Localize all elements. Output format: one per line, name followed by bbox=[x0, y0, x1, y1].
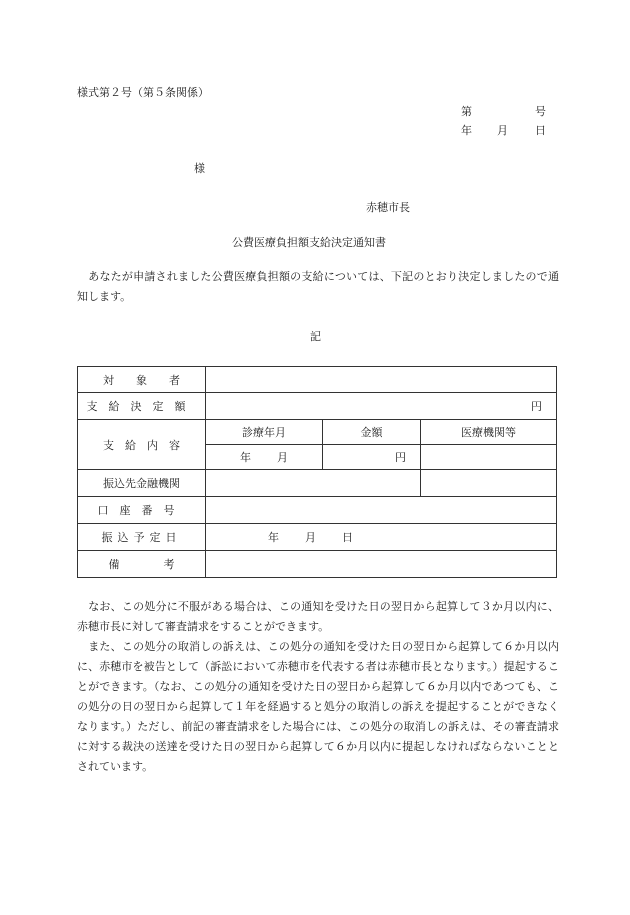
document-title: 公費医療負担額支給決定通知書 bbox=[232, 236, 386, 249]
account-value-cell bbox=[206, 497, 557, 524]
col-month-header: 診療年月 bbox=[206, 420, 323, 445]
ki-heading: 記 bbox=[310, 330, 321, 343]
transfer-date-value-cell bbox=[206, 524, 557, 551]
institution-value-cell bbox=[421, 445, 557, 470]
bank-label: 振込先金融機関 bbox=[78, 470, 206, 497]
content-header-row bbox=[78, 420, 557, 445]
month-value-cell bbox=[206, 445, 323, 470]
account-label: 口座番号 bbox=[78, 497, 206, 524]
amount-row bbox=[78, 393, 557, 420]
bank-row bbox=[78, 470, 557, 497]
target-row bbox=[78, 367, 557, 393]
target-value-cell bbox=[206, 367, 557, 393]
transfer-month-label: 月 bbox=[305, 531, 316, 544]
appeal-notice-paragraph: なお、この処分に不服がある場合は、この通知を受けた日の翌日から起算して３か月以内に、赤穂市長に対して審査請求をすることができます。 bbox=[77, 600, 559, 633]
month-year-label: 年 bbox=[240, 451, 251, 464]
document-number-suffix: 号 bbox=[535, 105, 546, 118]
document-number-prefix: 第 bbox=[461, 105, 472, 118]
bank-name-cell bbox=[206, 470, 421, 497]
amount-yen-label: 円 bbox=[323, 445, 421, 470]
account-row bbox=[78, 497, 557, 524]
bank-branch-cell bbox=[421, 470, 557, 497]
date-day-label: 日 bbox=[535, 124, 546, 137]
lawsuit-notice-paragraph: また、この処分の取消しの訴えは、この処分の通知を受けた日の翌日から起算して６か月以内に、赤穂市を被告として（訴訟において赤穂市を代表する者は赤穂市長となります。）提起することができます。（なお、この処分の通知を受けた日の翌日から起算して６か月以内であつても、この処分の日の翌日から起算して１年を経過すると処分の取消しの訴えを提起することができなくなります。）ただし、前記の審査請求をした場合には、この処分の取消しの訴えは、その審査請求に対する裁決の送達を受けた日の翌日から起算して６か月以内に提起しなければならないこととされています。 bbox=[77, 640, 559, 773]
amount-unit: 円 bbox=[206, 393, 557, 420]
content-label: 支 給 内 容 bbox=[78, 420, 206, 470]
form-number: 様式第２号（第５条関係） bbox=[77, 86, 209, 99]
intro-paragraph: あなたが申請されました公費医療負担額の支給については、下記のとおり決定しましたので通知します。 bbox=[77, 270, 559, 303]
sender-name: 赤穂市長 bbox=[366, 201, 410, 214]
amount-label: 支給決定額 bbox=[78, 393, 206, 420]
month-month-label: 月 bbox=[277, 451, 288, 464]
remarks-label: 備 考 bbox=[78, 551, 206, 578]
col-amount-header: 金額 bbox=[323, 420, 421, 445]
remarks-value-cell bbox=[206, 551, 557, 578]
remarks-row bbox=[78, 551, 557, 578]
date-month-label: 月 bbox=[497, 124, 508, 137]
addressee-honorific: 様 bbox=[194, 162, 205, 175]
decision-table bbox=[77, 366, 557, 578]
date-year-label: 年 bbox=[461, 124, 472, 137]
transfer-day-label: 日 bbox=[342, 531, 353, 544]
transfer-date-row bbox=[78, 524, 557, 551]
target-label: 対 象 者 bbox=[78, 367, 206, 393]
transfer-year-label: 年 bbox=[268, 531, 279, 544]
col-institution-header: 医療機関等 bbox=[421, 420, 557, 445]
transfer-date-label: 振込予定日 bbox=[78, 524, 206, 551]
